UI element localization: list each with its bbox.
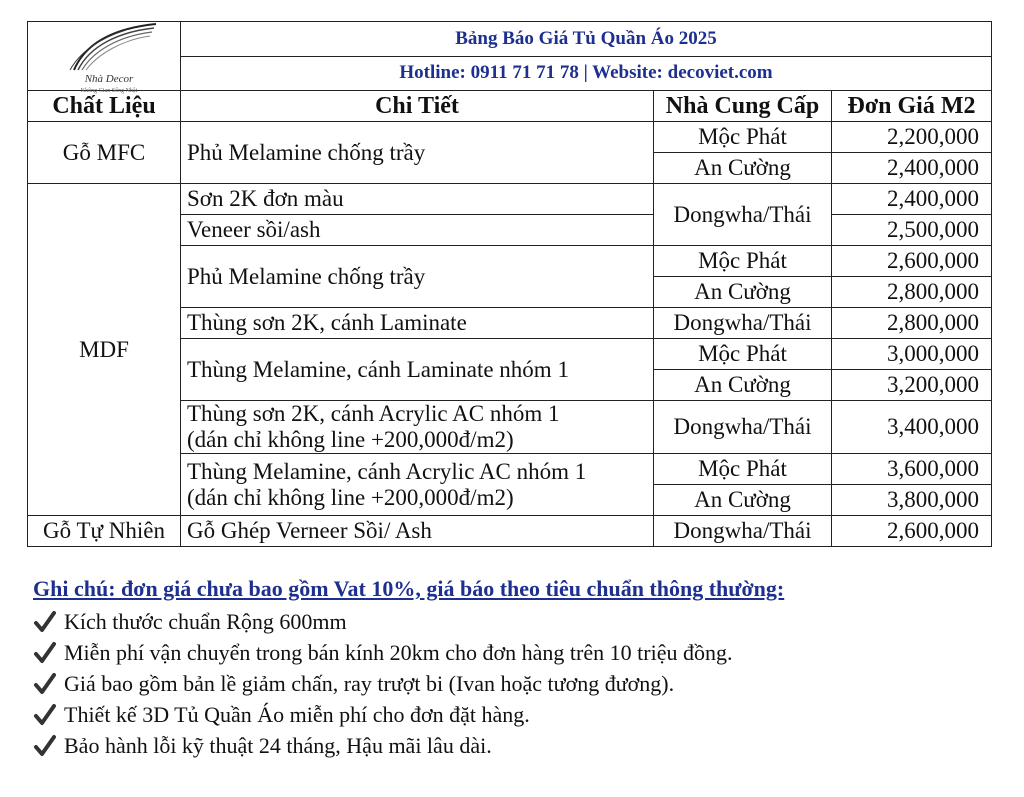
price-cell: 3,000,000 [832, 339, 992, 370]
supplier-cell: Mộc Phát [654, 246, 832, 277]
contact-line: Hotline: 0911 71 71 78 | Website: decoviet.com [181, 56, 992, 91]
detail-line: Thùng Melamine, cánh Acrylic AC nhóm 1 [187, 458, 587, 484]
notes-title: Ghi chú: đơn giá chưa bao gồm Vat 10%, giá báo theo tiêu chuẩn thông thường: [33, 576, 785, 601]
price-cell: 2,500,000 [832, 215, 992, 246]
note-item [33, 699, 993, 730]
note-text: Bảo hành lỗi kỹ thuật 24 tháng, Hậu mãi lâu dài. [64, 733, 492, 758]
detail-cell: Veneer sồi/ash [181, 215, 654, 246]
brand-slogan: Không Gian Sống Nhật [80, 88, 138, 94]
price-cell: 2,200,000 [832, 122, 992, 153]
note-text: Kích thước chuẩn Rộng 600mm [64, 609, 347, 634]
detail-line: (dán chỉ không line +200,000đ/m2) [187, 427, 514, 452]
detail-cell [181, 401, 654, 454]
supplier-cell: Mộc Phát [654, 122, 832, 153]
price-cell: 3,600,000 [832, 454, 992, 485]
material-cell: Gỗ Tự Nhiên [28, 516, 181, 547]
price-cell: 2,400,000 [832, 184, 992, 215]
column-header-material: Chất Liệu [28, 91, 181, 122]
supplier-cell: Mộc Phát [654, 339, 832, 370]
brand-name: Nhà Decor [84, 73, 134, 85]
note-text: Thiết kế 3D Tủ Quần Áo miễn phí cho đơn đặt hàng. [64, 702, 530, 727]
detail-cell [181, 454, 654, 516]
price-cell: 2,400,000 [832, 153, 992, 184]
detail-cell: Sơn 2K đơn màu [181, 184, 654, 215]
note-item [33, 637, 993, 668]
material-cell: MDF [28, 184, 181, 516]
detail-cell: Thùng sơn 2K, cánh Laminate [181, 308, 654, 339]
supplier-cell: Dongwha/Thái [654, 184, 832, 246]
price-table [27, 21, 992, 547]
supplier-cell: Dongwha/Thái [654, 516, 832, 547]
supplier-cell: Dongwha/Thái [654, 401, 832, 454]
supplier-cell: Dongwha/Thái [654, 308, 832, 339]
column-header-supplier: Nhà Cung Cấp [654, 91, 832, 122]
column-header-detail: Chi Tiết [181, 91, 654, 122]
supplier-cell: An Cường [654, 370, 832, 401]
price-cell: 3,400,000 [832, 401, 992, 454]
column-header-price: Đơn Giá M2 [832, 91, 992, 122]
note-item [33, 606, 993, 637]
page-title: Bảng Báo Giá Tủ Quần Áo 2025 [181, 22, 992, 57]
price-cell: 2,800,000 [832, 277, 992, 308]
detail-line: (dán chỉ không line +200,000đ/m2) [187, 484, 514, 510]
logo-cell [28, 22, 181, 94]
brand-logo [34, 22, 184, 94]
price-cell: 2,600,000 [832, 516, 992, 547]
checkmark-icon [33, 734, 57, 758]
detail-cell: Phủ Melamine chống trầy [181, 122, 654, 184]
detail-line: Thùng sơn 2K, cánh Acrylic AC nhóm 1 [187, 401, 560, 426]
checkmark-icon [33, 672, 57, 696]
checkmark-icon [33, 641, 57, 665]
supplier-cell: An Cường [654, 277, 832, 308]
feather-logo-icon [56, 22, 162, 72]
detail-cell: Thùng Melamine, cánh Laminate nhóm 1 [181, 339, 654, 401]
checkmark-icon [33, 610, 57, 634]
note-text: Miễn phí vận chuyển trong bán kính 20km cho đơn hàng trên 10 triệu đồng. [64, 640, 733, 665]
note-text: Giá bao gồm bản lề giảm chấn, ray trượt bi (Ivan hoặc tương đương). [64, 671, 675, 696]
note-item [33, 730, 993, 761]
detail-cell: Phủ Melamine chống trầy [181, 246, 654, 308]
price-cell: 3,200,000 [832, 370, 992, 401]
material-cell: Gỗ MFC [28, 122, 181, 184]
price-cell: 3,800,000 [832, 485, 992, 516]
notes-section [33, 575, 993, 761]
checkmark-icon [33, 703, 57, 727]
supplier-cell: An Cường [654, 485, 832, 516]
supplier-cell: Mộc Phát [654, 454, 832, 485]
price-cell: 2,800,000 [832, 308, 992, 339]
price-cell: 2,600,000 [832, 246, 992, 277]
detail-cell: Gỗ Ghép Verneer Sồi/ Ash [181, 516, 654, 547]
note-item [33, 668, 993, 699]
supplier-cell: An Cường [654, 153, 832, 184]
